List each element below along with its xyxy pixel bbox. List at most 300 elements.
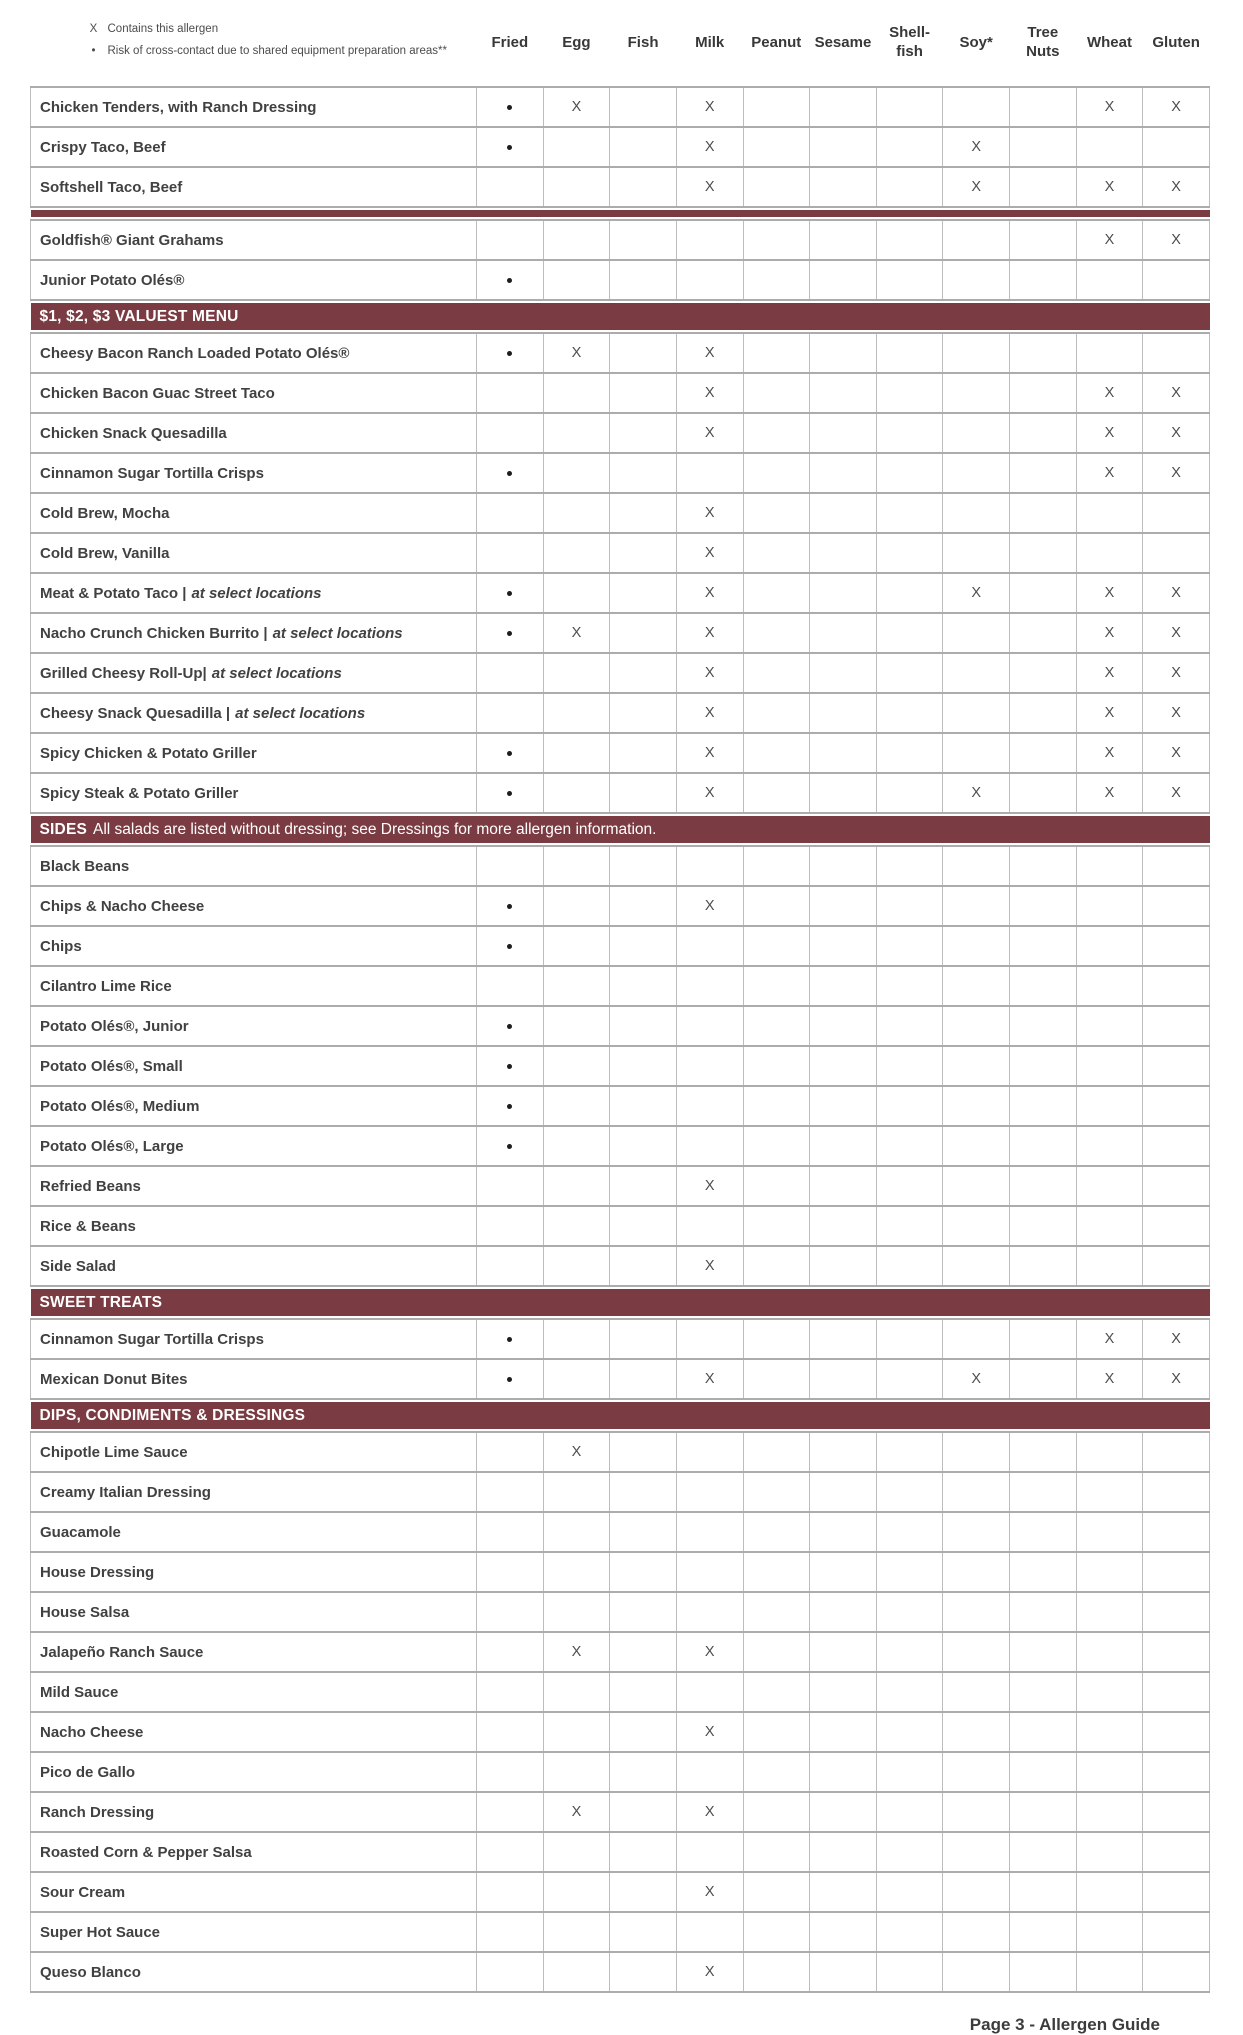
allergen-cell-peanut — [743, 533, 810, 573]
item-name-cell — [31, 613, 477, 653]
allergen-cell-egg — [543, 1792, 610, 1832]
item-label: Junior Potato Olés® — [40, 271, 185, 289]
allergen-cell-peanut — [743, 167, 810, 207]
item-label: Chicken Snack Quesadilla — [40, 424, 227, 442]
contains-mark: X — [704, 425, 715, 441]
table-row — [31, 1166, 1210, 1206]
allergen-cell-gluten — [1143, 1712, 1210, 1752]
allergen-cell-soy — [943, 1006, 1010, 1046]
contains-mark: X — [1104, 179, 1115, 195]
section-header-cell — [31, 1399, 1210, 1432]
allergen-cell-shell-fish — [876, 373, 943, 413]
item-name-cell — [31, 1126, 477, 1166]
allergen-cell-peanut — [743, 1006, 810, 1046]
allergen-cell-soy — [943, 533, 1010, 573]
contains-mark: X — [704, 1884, 715, 1900]
allergen-cell-soy — [943, 1359, 1010, 1399]
item-name-cell — [31, 926, 477, 966]
allergen-cell-fish — [610, 573, 677, 613]
allergen-cell-milk — [676, 373, 743, 413]
allergen-cell-wheat — [1076, 373, 1143, 413]
allergen-cell-fried — [477, 1126, 544, 1166]
allergen-cell-peanut — [743, 1086, 810, 1126]
legend-cell — [31, 0, 477, 87]
allergen-cell-milk — [676, 1672, 743, 1712]
allergen-cell-fried — [477, 220, 544, 260]
allergen-cell-egg — [543, 846, 610, 886]
contains-mark: X — [704, 625, 715, 641]
allergen-cell-fried — [477, 1952, 544, 1992]
contains-mark: X — [571, 1804, 582, 1820]
allergen-cell-tree-nuts — [1010, 1359, 1077, 1399]
allergen-cell-shell-fish — [876, 1359, 943, 1399]
item-label: Grilled Cheesy Roll-Up| — [40, 664, 207, 682]
divider-row — [31, 207, 1210, 220]
allergen-cell-tree-nuts — [1010, 1872, 1077, 1912]
item-label: Refried Beans — [40, 1177, 141, 1195]
allergen-cell-milk — [676, 1592, 743, 1632]
allergen-cell-soy — [943, 493, 1010, 533]
allergen-cell-tree-nuts — [1010, 1712, 1077, 1752]
allergen-cell-fish — [610, 1246, 677, 1286]
allergen-cell-peanut — [743, 1672, 810, 1712]
cross-contact-dot — [507, 591, 512, 596]
contains-mark: X — [1104, 705, 1115, 721]
allergen-cell-shell-fish — [876, 926, 943, 966]
table-row — [31, 733, 1210, 773]
allergen-cell-shell-fish — [876, 87, 943, 127]
allergen-cell-gluten — [1143, 1472, 1210, 1512]
allergen-cell-peanut — [743, 413, 810, 453]
table-row — [31, 573, 1210, 613]
item-name-cell — [31, 1912, 477, 1952]
contains-mark: X — [1104, 625, 1115, 641]
allergen-cell-wheat — [1076, 1632, 1143, 1672]
column-header-fried: Fried — [491, 33, 529, 51]
allergen-cell-gluten — [1143, 260, 1210, 300]
allergen-cell-soy — [943, 613, 1010, 653]
item-name-cell — [31, 886, 477, 926]
allergen-cell-egg — [543, 1512, 610, 1552]
table-row — [31, 333, 1210, 373]
allergen-cell-fish — [610, 1752, 677, 1792]
allergen-cell-tree-nuts — [1010, 1046, 1077, 1086]
allergen-cell-soy — [943, 1046, 1010, 1086]
allergen-cell-peanut — [743, 846, 810, 886]
allergen-cell-egg — [543, 1832, 610, 1872]
allergen-cell-fish — [610, 1592, 677, 1632]
contains-mark: X — [1171, 232, 1181, 248]
allergen-cell-peanut — [743, 886, 810, 926]
allergen-cell-gluten — [1143, 1126, 1210, 1166]
allergen-cell-soy — [943, 1206, 1010, 1246]
allergen-cell-tree-nuts — [1010, 1912, 1077, 1952]
allergen-cell-egg — [543, 1046, 610, 1086]
allergen-cell-fried — [477, 1552, 544, 1592]
allergen-cell-wheat — [1076, 220, 1143, 260]
allergen-cell-shell-fish — [876, 613, 943, 653]
item-name-cell — [31, 1166, 477, 1206]
allergen-cell-peanut — [743, 1552, 810, 1592]
item-label: Softshell Taco, Beef — [40, 178, 183, 196]
contains-mark: X — [971, 139, 982, 155]
item-name-cell — [31, 533, 477, 573]
allergen-cell-sesame — [810, 533, 877, 573]
allergen-cell-fish — [610, 653, 677, 693]
allergen-cell-fish — [610, 1166, 677, 1206]
allergen-cell-wheat — [1076, 260, 1143, 300]
allergen-cell-tree-nuts — [1010, 1086, 1077, 1126]
allergen-cell-fried — [477, 453, 544, 493]
contains-mark: X — [971, 585, 982, 601]
item-label: Spicy Steak & Potato Griller — [40, 784, 239, 802]
allergen-cell-milk — [676, 1166, 743, 1206]
section-title: DIPS, CONDIMENTS & DRESSINGS — [39, 1407, 306, 1424]
allergen-cell-shell-fish — [876, 167, 943, 207]
table-row — [31, 1432, 1210, 1472]
allergen-cell-sesame — [810, 220, 877, 260]
allergen-cell-wheat — [1076, 1359, 1143, 1399]
allergen-cell-wheat — [1076, 773, 1143, 813]
item-label: Chicken Tenders, with Ranch Dressing — [40, 98, 317, 116]
allergen-cell-tree-nuts — [1010, 453, 1077, 493]
contains-mark: X — [1104, 385, 1115, 401]
allergen-cell-fried — [477, 373, 544, 413]
allergen-cell-sesame — [810, 413, 877, 453]
allergen-cell-tree-nuts — [1010, 846, 1077, 886]
allergen-cell-gluten — [1143, 1912, 1210, 1952]
allergen-cell-wheat — [1076, 1046, 1143, 1086]
allergen-cell-fried — [477, 1832, 544, 1872]
contains-mark: X — [704, 745, 715, 761]
allergen-cell-egg — [543, 1246, 610, 1286]
contains-mark: X — [571, 345, 582, 361]
item-name-cell — [31, 453, 477, 493]
allergen-cell-fried — [477, 1912, 544, 1952]
contains-mark: X — [704, 545, 715, 561]
allergen-cell-peanut — [743, 773, 810, 813]
allergen-cell-fish — [610, 1319, 677, 1359]
allergen-cell-wheat — [1076, 1672, 1143, 1712]
item-name-cell — [31, 1432, 477, 1472]
item-name-cell — [31, 1359, 477, 1399]
item-name-cell — [31, 127, 477, 167]
allergen-cell-fish — [610, 1832, 677, 1872]
allergen-cell-gluten — [1143, 87, 1210, 127]
allergen-cell-peanut — [743, 1872, 810, 1912]
allergen-cell-fried — [477, 573, 544, 613]
allergen-cell-fish — [610, 1512, 677, 1552]
item-label: Black Beans — [40, 857, 130, 875]
allergen-cell-sesame — [810, 1792, 877, 1832]
allergen-cell-egg — [543, 1752, 610, 1792]
allergen-cell-wheat — [1076, 1712, 1143, 1752]
allergen-cell-peanut — [743, 1712, 810, 1752]
allergen-cell-shell-fish — [876, 1319, 943, 1359]
cross-contact-dot — [507, 1337, 512, 1342]
allergen-cell-tree-nuts — [1010, 1206, 1077, 1246]
allergen-cell-fish — [610, 220, 677, 260]
allergen-cell-fried — [477, 733, 544, 773]
allergen-cell-egg — [543, 1126, 610, 1166]
allergen-cell-egg — [543, 220, 610, 260]
allergen-cell-shell-fish — [876, 1672, 943, 1712]
cross-contact-symbol: • — [91, 44, 96, 57]
allergen-cell-milk — [676, 1206, 743, 1246]
allergen-cell-wheat — [1076, 1832, 1143, 1872]
allergen-cell-shell-fish — [876, 733, 943, 773]
item-label: Cinnamon Sugar Tortilla Crisps — [40, 464, 264, 482]
contains-mark: X — [704, 1371, 715, 1387]
allergen-cell-peanut — [743, 1912, 810, 1952]
column-header-peanut: Peanut — [751, 33, 802, 51]
allergen-cell-shell-fish — [876, 1206, 943, 1246]
item-note: at select locations — [272, 624, 403, 642]
allergen-cell-fish — [610, 1126, 677, 1166]
allergen-cell-gluten — [1143, 846, 1210, 886]
allergen-cell-wheat — [1076, 653, 1143, 693]
item-label: Ranch Dressing — [40, 1803, 155, 1821]
table-row — [31, 260, 1210, 300]
item-label: Cilantro Lime Rice — [40, 977, 172, 995]
allergen-cell-egg — [543, 693, 610, 733]
allergen-cell-wheat — [1076, 1432, 1143, 1472]
allergen-cell-soy — [943, 653, 1010, 693]
allergen-cell-peanut — [743, 1126, 810, 1166]
allergen-cell-fish — [610, 1672, 677, 1712]
allergen-cell-milk — [676, 333, 743, 373]
allergen-cell-egg — [543, 167, 610, 207]
section-header-row — [31, 300, 1210, 333]
item-name-cell — [31, 773, 477, 813]
allergen-cell-milk — [676, 1712, 743, 1752]
allergen-cell-sesame — [810, 1432, 877, 1472]
table-row — [31, 373, 1210, 413]
table-row — [31, 87, 1210, 127]
column-header-soy: Soy* — [959, 33, 993, 51]
allergen-cell-egg — [543, 1359, 610, 1399]
contains-mark: X — [1171, 1371, 1181, 1387]
allergen-cell-sesame — [810, 1472, 877, 1512]
allergen-cell-wheat — [1076, 846, 1143, 886]
allergen-cell-sesame — [810, 1632, 877, 1672]
allergen-cell-fried — [477, 886, 544, 926]
allergen-cell-shell-fish — [876, 1632, 943, 1672]
allergen-cell-sesame — [810, 493, 877, 533]
section-header-cell — [31, 300, 1210, 333]
allergen-cell-fried — [477, 533, 544, 573]
cross-contact-dot — [507, 351, 512, 356]
contains-mark: X — [1104, 785, 1115, 801]
allergen-cell-fried — [477, 653, 544, 693]
item-label: Mild Sauce — [40, 1683, 119, 1701]
table-row — [31, 413, 1210, 453]
allergen-cell-milk — [676, 1086, 743, 1126]
allergen-cell-gluten — [1143, 1432, 1210, 1472]
item-name-cell — [31, 733, 477, 773]
allergen-cell-sesame — [810, 1672, 877, 1712]
allergen-cell-tree-nuts — [1010, 1126, 1077, 1166]
allergen-cell-gluten — [1143, 926, 1210, 966]
allergen-cell-fried — [477, 87, 544, 127]
allergen-cell-tree-nuts — [1010, 1632, 1077, 1672]
allergen-cell-gluten — [1143, 613, 1210, 653]
allergen-cell-egg — [543, 966, 610, 1006]
allergen-cell-sesame — [810, 1246, 877, 1286]
allergen-cell-tree-nuts — [1010, 373, 1077, 413]
allergen-cell-gluten — [1143, 1086, 1210, 1126]
allergen-cell-soy — [943, 693, 1010, 733]
allergen-cell-peanut — [743, 1206, 810, 1246]
allergen-cell-fish — [610, 1432, 677, 1472]
item-name-cell — [31, 966, 477, 1006]
contains-mark: X — [1171, 745, 1181, 761]
allergen-cell-tree-nuts — [1010, 1952, 1077, 1992]
header-row — [31, 0, 1210, 87]
allergen-cell-wheat — [1076, 87, 1143, 127]
table-row — [31, 1872, 1210, 1912]
item-name-cell — [31, 693, 477, 733]
table-row — [31, 1512, 1210, 1552]
allergen-cell-tree-nuts — [1010, 1246, 1077, 1286]
allergen-cell-soy — [943, 413, 1010, 453]
contains-mark: X — [704, 99, 715, 115]
allergen-cell-gluten — [1143, 966, 1210, 1006]
contains-mark: X — [1171, 425, 1181, 441]
allergen-cell-fish — [610, 493, 677, 533]
allergen-cell-milk — [676, 1792, 743, 1832]
allergen-cell-soy — [943, 1872, 1010, 1912]
allergen-cell-soy — [943, 1912, 1010, 1952]
allergen-cell-milk — [676, 1359, 743, 1399]
allergen-cell-egg — [543, 1632, 610, 1672]
allergen-cell-peanut — [743, 1832, 810, 1872]
allergen-cell-fried — [477, 846, 544, 886]
table-row — [31, 846, 1210, 886]
allergen-cell-milk — [676, 1752, 743, 1792]
allergen-cell-wheat — [1076, 533, 1143, 573]
item-label: Creamy Italian Dressing — [40, 1483, 211, 1501]
allergen-cell-fish — [610, 613, 677, 653]
item-name-cell — [31, 1592, 477, 1632]
contains-mark: X — [704, 585, 715, 601]
allergen-cell-soy — [943, 1552, 1010, 1592]
allergen-cell-sesame — [810, 167, 877, 207]
allergen-cell-fish — [610, 1872, 677, 1912]
allergen-cell-gluten — [1143, 573, 1210, 613]
contains-mark: X — [1171, 465, 1181, 481]
allergen-cell-fish — [610, 1046, 677, 1086]
allergen-cell-tree-nuts — [1010, 260, 1077, 300]
allergen-cell-gluten — [1143, 413, 1210, 453]
allergen-cell-sesame — [810, 846, 877, 886]
column-header-wheat: Wheat — [1086, 33, 1132, 51]
allergen-cell-fried — [477, 413, 544, 453]
contains-mark: X — [704, 1724, 715, 1740]
contains-mark: X — [1171, 179, 1181, 195]
allergen-cell-soy — [943, 1126, 1010, 1166]
allergen-cell-shell-fish — [876, 1592, 943, 1632]
contains-mark: X — [704, 385, 715, 401]
allergen-cell-peanut — [743, 966, 810, 1006]
allergen-cell-sesame — [810, 1712, 877, 1752]
item-name-cell — [31, 1246, 477, 1286]
allergen-cell-gluten — [1143, 1359, 1210, 1399]
allergen-cell-soy — [943, 886, 1010, 926]
allergen-cell-soy — [943, 573, 1010, 613]
contains-mark: X — [704, 1964, 715, 1980]
allergen-cell-tree-nuts — [1010, 1752, 1077, 1792]
allergen-cell-gluten — [1143, 1166, 1210, 1206]
allergen-cell-sesame — [810, 1832, 877, 1872]
allergen-cell-peanut — [743, 693, 810, 733]
allergen-cell-wheat — [1076, 1792, 1143, 1832]
section-bar — [31, 816, 1210, 843]
allergen-cell-wheat — [1076, 1472, 1143, 1512]
allergen-cell-soy — [943, 1752, 1010, 1792]
cross-contact-dot — [507, 1024, 512, 1029]
allergen-cell-shell-fish — [876, 573, 943, 613]
allergen-cell-peanut — [743, 220, 810, 260]
allergen-cell-peanut — [743, 453, 810, 493]
allergen-cell-sesame — [810, 1359, 877, 1399]
item-name-cell — [31, 1712, 477, 1752]
allergen-cell-shell-fish — [876, 1126, 943, 1166]
allergen-cell-tree-nuts — [1010, 733, 1077, 773]
item-label: Cheesy Bacon Ranch Loaded Potato Olés® — [40, 344, 350, 362]
allergen-cell-fish — [610, 773, 677, 813]
contains-mark: X — [1171, 385, 1181, 401]
allergen-cell-milk — [676, 1432, 743, 1472]
contains-mark: X — [971, 179, 982, 195]
allergen-cell-egg — [543, 1472, 610, 1512]
contains-mark: X — [1104, 665, 1115, 681]
allergen-cell-milk — [676, 167, 743, 207]
allergen-cell-gluten — [1143, 1592, 1210, 1632]
allergen-cell-milk — [676, 220, 743, 260]
table-row — [31, 926, 1210, 966]
allergen-cell-egg — [543, 1432, 610, 1472]
allergen-cell-fish — [610, 333, 677, 373]
contains-label: Contains this allergen — [107, 23, 219, 35]
allergen-cell-fried — [477, 1752, 544, 1792]
allergen-cell-milk — [676, 1832, 743, 1872]
table-row — [31, 1672, 1210, 1712]
allergen-cell-milk — [676, 260, 743, 300]
allergen-cell-shell-fish — [876, 220, 943, 260]
allergen-cell-gluten — [1143, 733, 1210, 773]
contains-mark: X — [1104, 465, 1115, 481]
item-label: Cheesy Snack Quesadilla | — [40, 704, 231, 722]
allergen-cell-shell-fish — [876, 1832, 943, 1872]
column-header-shell-fish: Shell-fish — [889, 24, 930, 60]
allergen-cell-fish — [610, 926, 677, 966]
allergen-cell-sesame — [810, 1872, 877, 1912]
allergen-cell-fried — [477, 1472, 544, 1512]
contains-mark: X — [704, 785, 715, 801]
allergen-cell-soy — [943, 773, 1010, 813]
allergen-cell-tree-nuts — [1010, 773, 1077, 813]
allergen-cell-gluten — [1143, 1632, 1210, 1672]
allergen-cell-egg — [543, 1206, 610, 1246]
allergen-cell-egg — [543, 373, 610, 413]
item-name-cell — [31, 413, 477, 453]
allergen-cell-soy — [943, 373, 1010, 413]
allergen-cell-peanut — [743, 1359, 810, 1399]
allergen-cell-egg — [543, 886, 610, 926]
table-row — [31, 1006, 1210, 1046]
item-label: Mexican Donut Bites — [40, 1370, 188, 1388]
